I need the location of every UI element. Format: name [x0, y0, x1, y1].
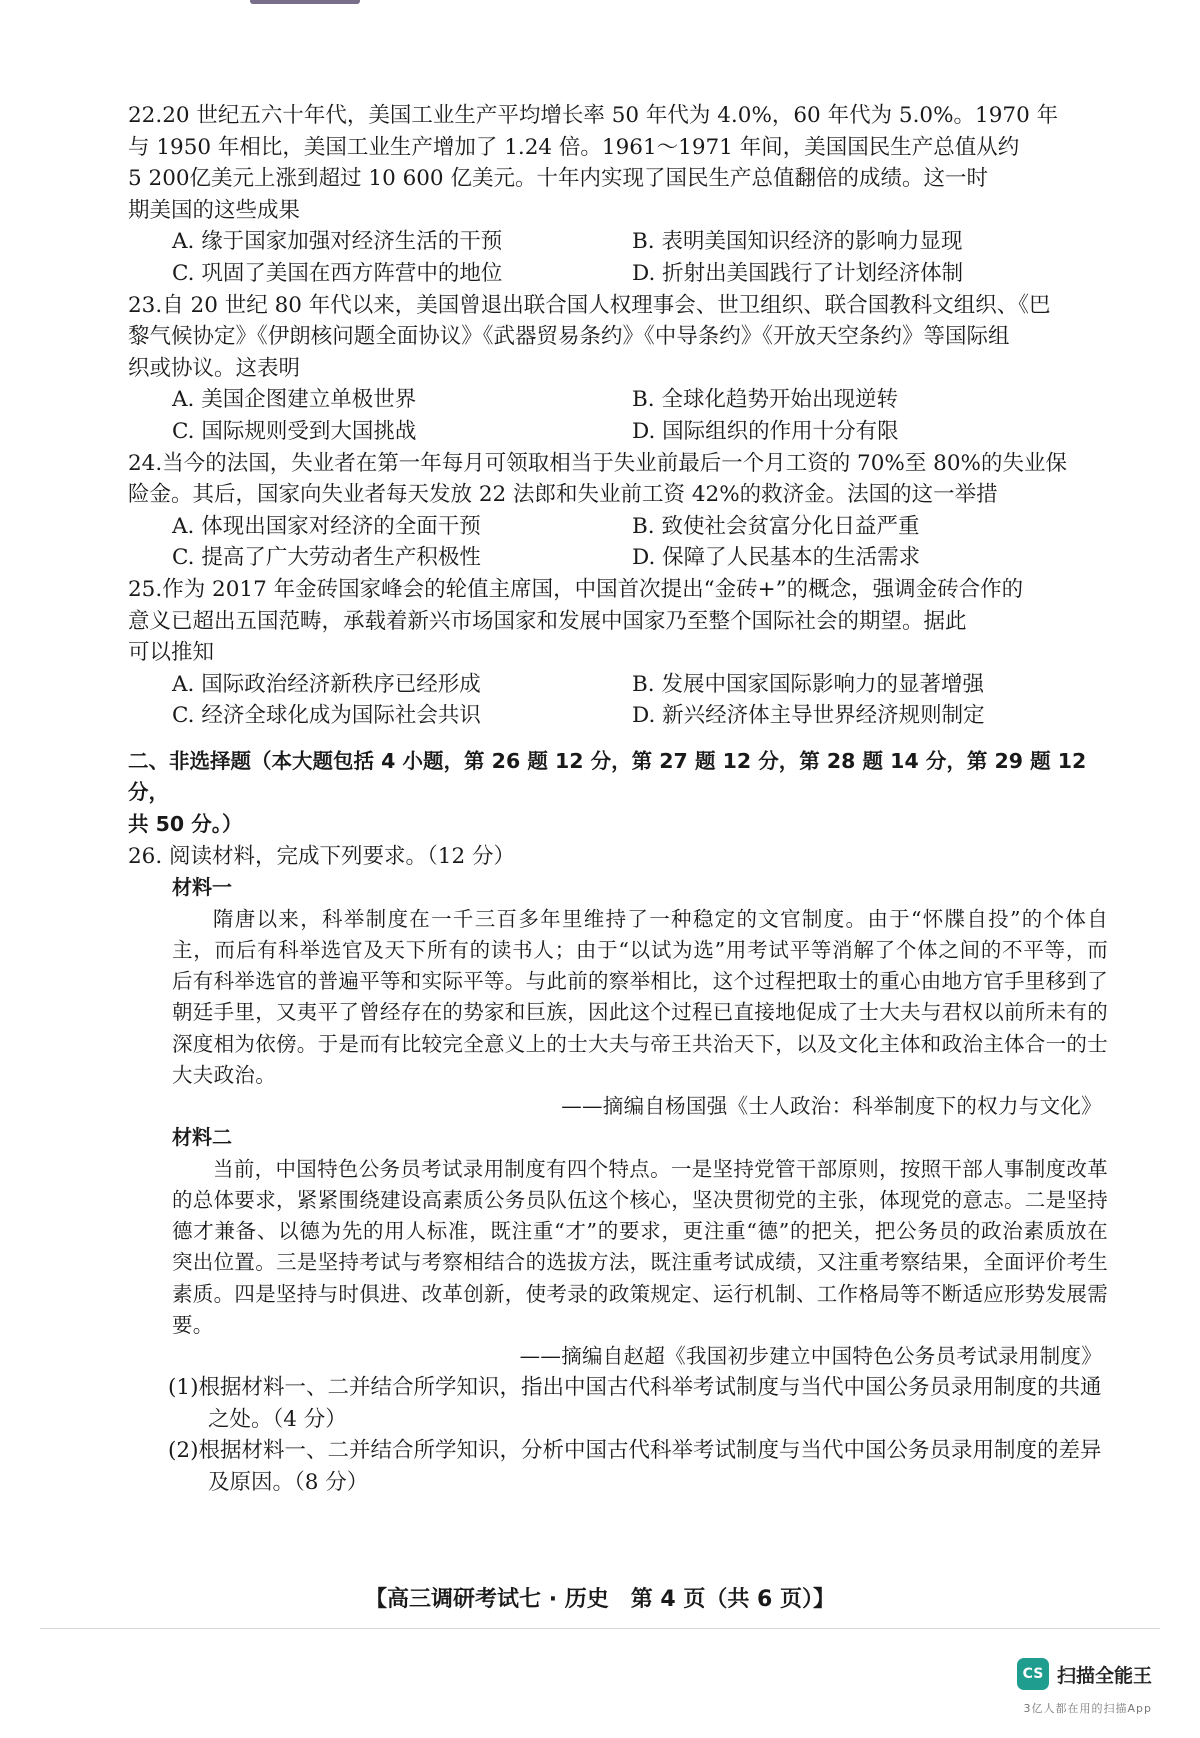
page-footer: 【高三调研考试七 · 历史 第 4 页（共 6 页）】 [365, 1587, 835, 1612]
stem-line: 当今的法国，失业者在第一年每月可领取相当于失业前最后一个月工资的 70%至 80%的失业保 [162, 450, 1067, 476]
stem-line: 20 世纪五六十年代，美国工业生产平均增长率 50 年代为 4.0%，60 年代为 5.0%。1970 年 [162, 103, 1059, 128]
option-b: B. 表明美国知识经济的影响力显现 [632, 229, 963, 255]
material-2 [128, 1154, 1108, 1372]
sub-question-1: (1)根据材料一、二并结合所学知识，指出中国古代科举考试制度与当代中国公务员录用制度的共通之处。（4 分） [168, 1375, 1102, 1432]
scanner-app-name: 扫描全能王 [1056, 1664, 1152, 1687]
scanner-badge [1017, 1658, 1152, 1690]
stem-line: 与 1950 年相比，美国工业生产增加了 1.24 倍。1961～1971 年间，美国国民生产总值从约 [128, 134, 1020, 160]
option-d: D. 国际组织的作用十分有限 [632, 418, 899, 444]
question-stem [128, 448, 1108, 480]
question-stem: 26. 阅读材料，完成下列要求。（12 分） [128, 843, 515, 869]
material-2-text: 当前，中国特色公务员考试录用制度有四个特点。一是坚持党管干部原则，按照干部人事制度改革的总体要求，紧紧围绕建设高素质公务员队伍这个核心，坚决贯彻党的主张，体现党的意志。二是坚持德才兼备、以德为先的用人标准，既注重“才”的要求，更注重“德”的把关，把公务员的政治素质放在突出位置。三是坚持考试与考察相结合的选拔方法，既注重考试成绩，又注重考察结果，全面评价考生素质。四是坚持与时俱进、改革创新，使考录的政策规定、运行机制、工作格局等不断适应形势发展需要。 [172, 1156, 1108, 1337]
footer-divider [40, 1628, 1160, 1629]
scanner-slogan: 3亿人都在用的扫描App [1023, 1702, 1152, 1715]
question-26 [128, 841, 1108, 1499]
question-stem [128, 100, 1108, 132]
stem-line: 作为 2017 年金砖国家峰会的轮值主席国，中国首次提出“金砖+”的概念，强调金砖合作的 [162, 576, 1024, 602]
material-1 [128, 904, 1108, 1122]
material-2-source: ——摘编自赵超《我国初步建立中国特色公务员考试录用制度》 [519, 1344, 1102, 1369]
question-number: 22. [128, 103, 163, 128]
stem-line: 黎气候协定》《伊朗核问题全面协议》《武器贸易条约》《中导条约》《开放天空条约》等国际组 [128, 324, 1010, 350]
question-24 [128, 448, 1108, 574]
material-1-source: ——摘编自杨国强《士人政治：科举制度下的权力与文化》 [561, 1094, 1102, 1119]
option-c: C. 提高了广大劳动者生产积极性 [172, 545, 481, 571]
option-b: B. 全球化趋势开始出现逆转 [632, 387, 898, 413]
option-a: A. 国际政治经济新秩序已经形成 [172, 671, 481, 697]
question-25 [128, 574, 1108, 732]
material-1-label: 材料一 [172, 875, 232, 900]
stem-line: 5 200亿美元上涨到超过 10 600 亿美元。十年内实现了国民生产总值翻倍的成绩。这一时 [128, 166, 988, 192]
section-heading [128, 746, 1108, 841]
top-edge-mark [250, 0, 360, 4]
stem-line: 险金。其后，国家向失业者每天发放 22 法郎和失业前工资 42%的救济金。法国的这一举措 [128, 482, 998, 508]
option-d: D. 折射出美国践行了计划经济体制 [632, 260, 964, 286]
stem-line: 可以推知 [128, 640, 215, 666]
stem-line: 期美国的这些成果 [128, 197, 301, 223]
question-22 [128, 100, 1108, 290]
sub-question-2: (2)根据材料一、二并结合所学知识，分析中国古代科举考试制度与当代中国公务员录用制度的差异及原因。（8 分） [168, 1438, 1102, 1496]
exam-page [128, 100, 1108, 1499]
options [128, 669, 1108, 732]
section-heading-line: 共 50 分。） [128, 812, 243, 837]
options [128, 226, 1108, 289]
option-b: B. 致使社会贫富分化日益严重 [632, 513, 920, 539]
option-c: C. 巩固了美国在西方阵营中的地位 [172, 260, 503, 286]
question-number: 23. [128, 292, 163, 318]
material-1-text: 隋唐以来，科举制度在一千三百多年里维持了一种稳定的文官制度。由于“怀牒自投”的个体自主，而后有科举选官及天下所有的读书人；由于“以试为选”用考试平等消解了个体之间的不平等，而后有科举选官的普遍平等和实际平等。与此前的察举相比，这个过程把取士的重心由地方官手里移到了朝廷手里，又夷平了曾经存在的势家和巨族，因此这个过程已直接地促成了士大夫与君权以前所未有的深度相为依傍。于是而有比较完全意义上的士大夫与帝王共治天下，以及文化主体和政治主体合一的士大夫政治。 [172, 906, 1108, 1087]
option-a: A. 缘于国家加强对经济生活的干预 [172, 229, 503, 255]
options [128, 384, 1108, 447]
option-a: A. 美国企图建立单极世界 [172, 387, 417, 413]
stem-line: 意义已超出五国范畴，承载着新兴市场国家和发展中国家乃至整个国际社会的期望。据此 [128, 608, 967, 634]
option-d: D. 新兴经济体主导世界经济规则制定 [632, 703, 985, 729]
question-23 [128, 290, 1108, 448]
options [128, 511, 1108, 574]
option-a: A. 体现出国家对经济的全面干预 [172, 513, 481, 539]
question-stem [128, 290, 1108, 322]
section-heading-line: 二、非选择题（本大题包括 4 小题，第 26 题 12 分，第 27 题 12 分，第 28 题 14 分，第 29 题 12 分， [128, 748, 1087, 805]
material-2-label: 材料二 [172, 1125, 232, 1150]
question-number: 25. [128, 576, 163, 602]
camscanner-logo-icon: CS [1017, 1658, 1049, 1690]
stem-line: 自 20 世纪 80 年代以来，美国曾退出联合国人权理事会、世卫组织、联合国教科文组织、《巴 [162, 292, 1051, 318]
option-b: B. 发展中国家国际影响力的显著增强 [632, 671, 984, 697]
question-number: 24. [128, 450, 163, 476]
option-d: D. 保障了人民基本的生活需求 [632, 545, 921, 571]
stem-line: 织或协议。这表明 [128, 355, 301, 381]
option-c: C. 国际规则受到大国挑战 [172, 418, 417, 444]
option-c: C. 经济全球化成为国际社会共识 [172, 703, 481, 729]
question-stem [128, 574, 1108, 606]
